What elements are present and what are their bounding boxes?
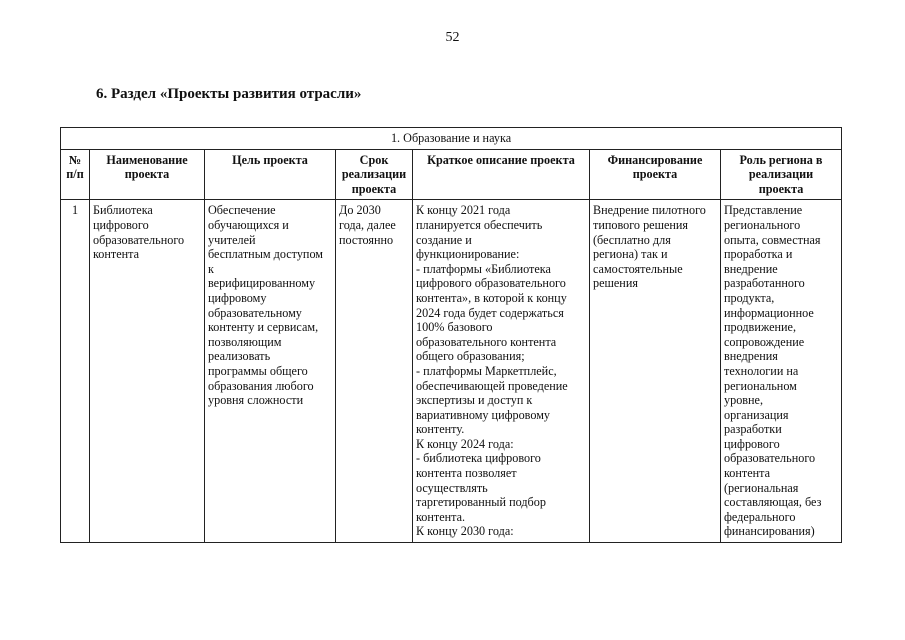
text-line: К концу 2021 года <box>416 203 511 218</box>
row-region-role <box>721 200 842 543</box>
text-line: образовательного контента <box>416 334 557 349</box>
text-line: образовательного <box>93 232 185 247</box>
text-line: таргетированный подбор <box>416 495 546 510</box>
text-line: федерального <box>724 509 796 524</box>
category-row <box>61 128 842 150</box>
text-line: самостоятельные <box>593 261 683 276</box>
row-financing <box>590 200 721 543</box>
header-row <box>61 149 842 200</box>
text-line: разработанного <box>724 276 805 291</box>
text-line: типового решения <box>593 217 689 232</box>
text-line: контента <box>93 247 140 262</box>
page-number: 52 <box>445 30 460 45</box>
text-line: обучающихся и <box>208 217 289 232</box>
text-line: Краткое описание проекта <box>427 152 575 167</box>
text-line: образовательному <box>208 305 302 320</box>
text-line: общего образования; <box>416 349 525 364</box>
text-line: финансирования) <box>724 524 815 539</box>
text-line: - платформы Маркетплейс, <box>416 363 557 378</box>
text-line: сопровождение <box>724 334 805 349</box>
text-line: внедрения <box>724 349 778 364</box>
text-line: Роль региона в <box>739 152 823 167</box>
text-line: реализации <box>748 167 814 182</box>
text-line: проработка и <box>724 247 793 262</box>
text-line: 2024 года будет содержаться <box>416 305 564 320</box>
text-line: - библиотека цифрового <box>416 451 541 466</box>
text-line: вариативному цифровому <box>416 407 551 422</box>
row-goal <box>205 200 336 543</box>
text-line: Финансирование <box>607 152 703 167</box>
text-line: Наименование <box>106 152 188 167</box>
text-line: технологии на <box>724 363 799 378</box>
text-line: разработки <box>724 422 782 437</box>
text-line: проекта <box>632 167 678 182</box>
text-line: продвижение, <box>724 320 797 335</box>
text-line: п/п <box>66 167 84 182</box>
text-line: опыта, совместная <box>724 232 821 247</box>
header-goal <box>205 149 336 200</box>
text-line: информационное <box>724 305 814 320</box>
text-line: контента», в которой к концу <box>416 290 567 305</box>
text-line: (бесплатно для <box>593 232 671 247</box>
text-line: Библиотека <box>93 203 153 218</box>
text-line: организация <box>724 407 789 422</box>
text-line: До 2030 <box>339 203 381 218</box>
header-financing <box>590 149 721 200</box>
text-line: верифицированному <box>208 276 316 291</box>
text-line: Представление <box>724 203 803 218</box>
text-line: программы общего <box>208 363 308 378</box>
header-description <box>413 149 590 200</box>
text-line: к <box>208 261 214 276</box>
text-line: планируется обеспечить <box>416 217 543 232</box>
row-num: 1 <box>61 200 90 543</box>
text-line: контента позволяет <box>416 466 517 481</box>
text-line: внедрение <box>724 261 778 276</box>
text-line: уровне, <box>724 393 764 408</box>
text-line: Цель проекта <box>232 152 308 167</box>
text-line: экспертизы и доступ к <box>416 393 533 408</box>
text-line: региональном <box>724 378 797 393</box>
text-line: Внедрение пилотного <box>593 203 706 218</box>
text-line: составляющая, без <box>724 495 822 510</box>
text-line: 100% базового <box>416 320 493 335</box>
text-line: функционирование: <box>416 247 520 262</box>
text-line: реализовать <box>208 349 271 364</box>
header-region-role <box>721 149 842 200</box>
text-line: контента <box>724 466 771 481</box>
text-line: К концу 2030 года: <box>416 524 514 539</box>
projects-table <box>60 127 842 543</box>
text-line: К концу 2024 года: <box>416 436 514 451</box>
row-term <box>336 200 413 543</box>
text-line: уровня сложности <box>208 393 304 408</box>
text-line: обеспечивающей проведение <box>416 378 568 393</box>
text-line: года, далее <box>339 217 396 232</box>
header-num <box>61 149 90 200</box>
text-line: Срок <box>359 152 389 167</box>
text-line: продукта, <box>724 290 775 305</box>
text-line: цифрового <box>93 217 149 232</box>
text-line: региона) так и <box>593 247 668 262</box>
text-line: бесплатным доступом <box>208 247 324 262</box>
text-line: проекта <box>351 181 397 196</box>
text-line: реализации <box>341 167 407 182</box>
category-cell: 1. Образование и наука <box>61 128 842 150</box>
text-line: цифровому <box>208 290 267 305</box>
text-line: (региональная <box>724 480 799 495</box>
text-line: Обеспечение <box>208 203 276 218</box>
text-line: постоянно <box>339 232 394 247</box>
text-line: цифрового образовательного <box>416 276 566 291</box>
text-line: проекта <box>124 167 170 182</box>
text-line: регионального <box>724 217 801 232</box>
text-line: контенту и сервисам, <box>208 320 319 335</box>
text-line: учителей <box>208 232 256 247</box>
table-row <box>61 200 842 543</box>
text-line: решения <box>593 276 638 291</box>
text-line: образовательного <box>724 451 816 466</box>
text-line: контенту. <box>416 422 465 437</box>
text-line: позволяющим <box>208 334 282 349</box>
row-description <box>413 200 590 543</box>
text-line: осуществлять <box>416 480 488 495</box>
text-line: контента. <box>416 509 466 524</box>
header-name <box>90 149 205 200</box>
text-line: № <box>68 152 82 167</box>
text-line: цифрового <box>724 436 780 451</box>
text-line: - платформы «Библиотека <box>416 261 551 276</box>
text-line: проекта <box>758 181 804 196</box>
row-name <box>90 200 205 543</box>
text-line: образования любого <box>208 378 314 393</box>
text-line: создание и <box>416 232 472 247</box>
header-term <box>336 149 413 200</box>
section-title: 6. Раздел «Проекты развития отрасли» <box>96 86 362 102</box>
